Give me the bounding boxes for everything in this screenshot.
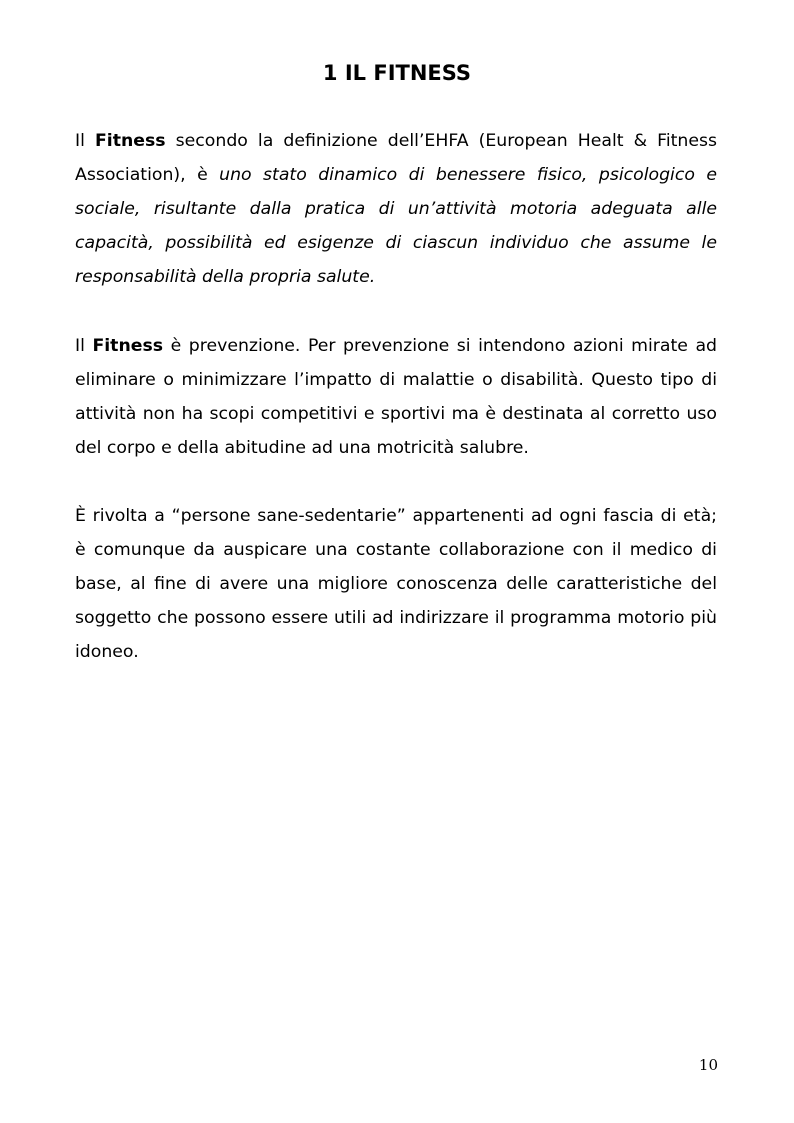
page-number: 10 bbox=[698, 1056, 718, 1074]
chapter-title: 1 IL FITNESS bbox=[322, 61, 472, 85]
paragraph-definition bbox=[75, 124, 717, 294]
term-fitness: Fitness bbox=[92, 336, 164, 356]
term-fitness: Fitness bbox=[94, 131, 166, 151]
paragraph-prevention bbox=[75, 329, 717, 465]
paragraph-intro: secondo la definizione dell’EHFA (European Healt & Fitness Association), è bbox=[75, 131, 717, 185]
paragraph-body: è prevenzione. Per prevenzione si intendono azioni mirate ad eliminare o minimizzare l’impatto di malattie o disabilità. Questo tipo di attività non ha scopi competitivi e sportivi ma è destinata al corretto uso del corpo e della abitudine ad una motricità salubre. bbox=[75, 336, 717, 458]
paragraph-body: È rivolta a “persone sane-sedentarie” appartenenti ad ogni fascia di età; è comunque da auspicare una costante collaborazione con il medico di base, al fine di avere una migliore conoscenza delle caratteristiche del soggetto che possono essere utili ad indirizzare il programma motorio più idoneo. bbox=[75, 506, 717, 662]
paragraph-lead: Il bbox=[75, 131, 95, 151]
paragraph-target-audience bbox=[75, 499, 717, 669]
paragraph-lead: Il bbox=[75, 336, 93, 356]
definition-text: uno stato dinamico di benessere fisico, psicologico e sociale, risultante dalla pratica di un’attività motoria adeguata alle capacità, possibilità ed esigenze di ciascun individuo che assume le responsabilità della propria salute. bbox=[75, 165, 717, 287]
